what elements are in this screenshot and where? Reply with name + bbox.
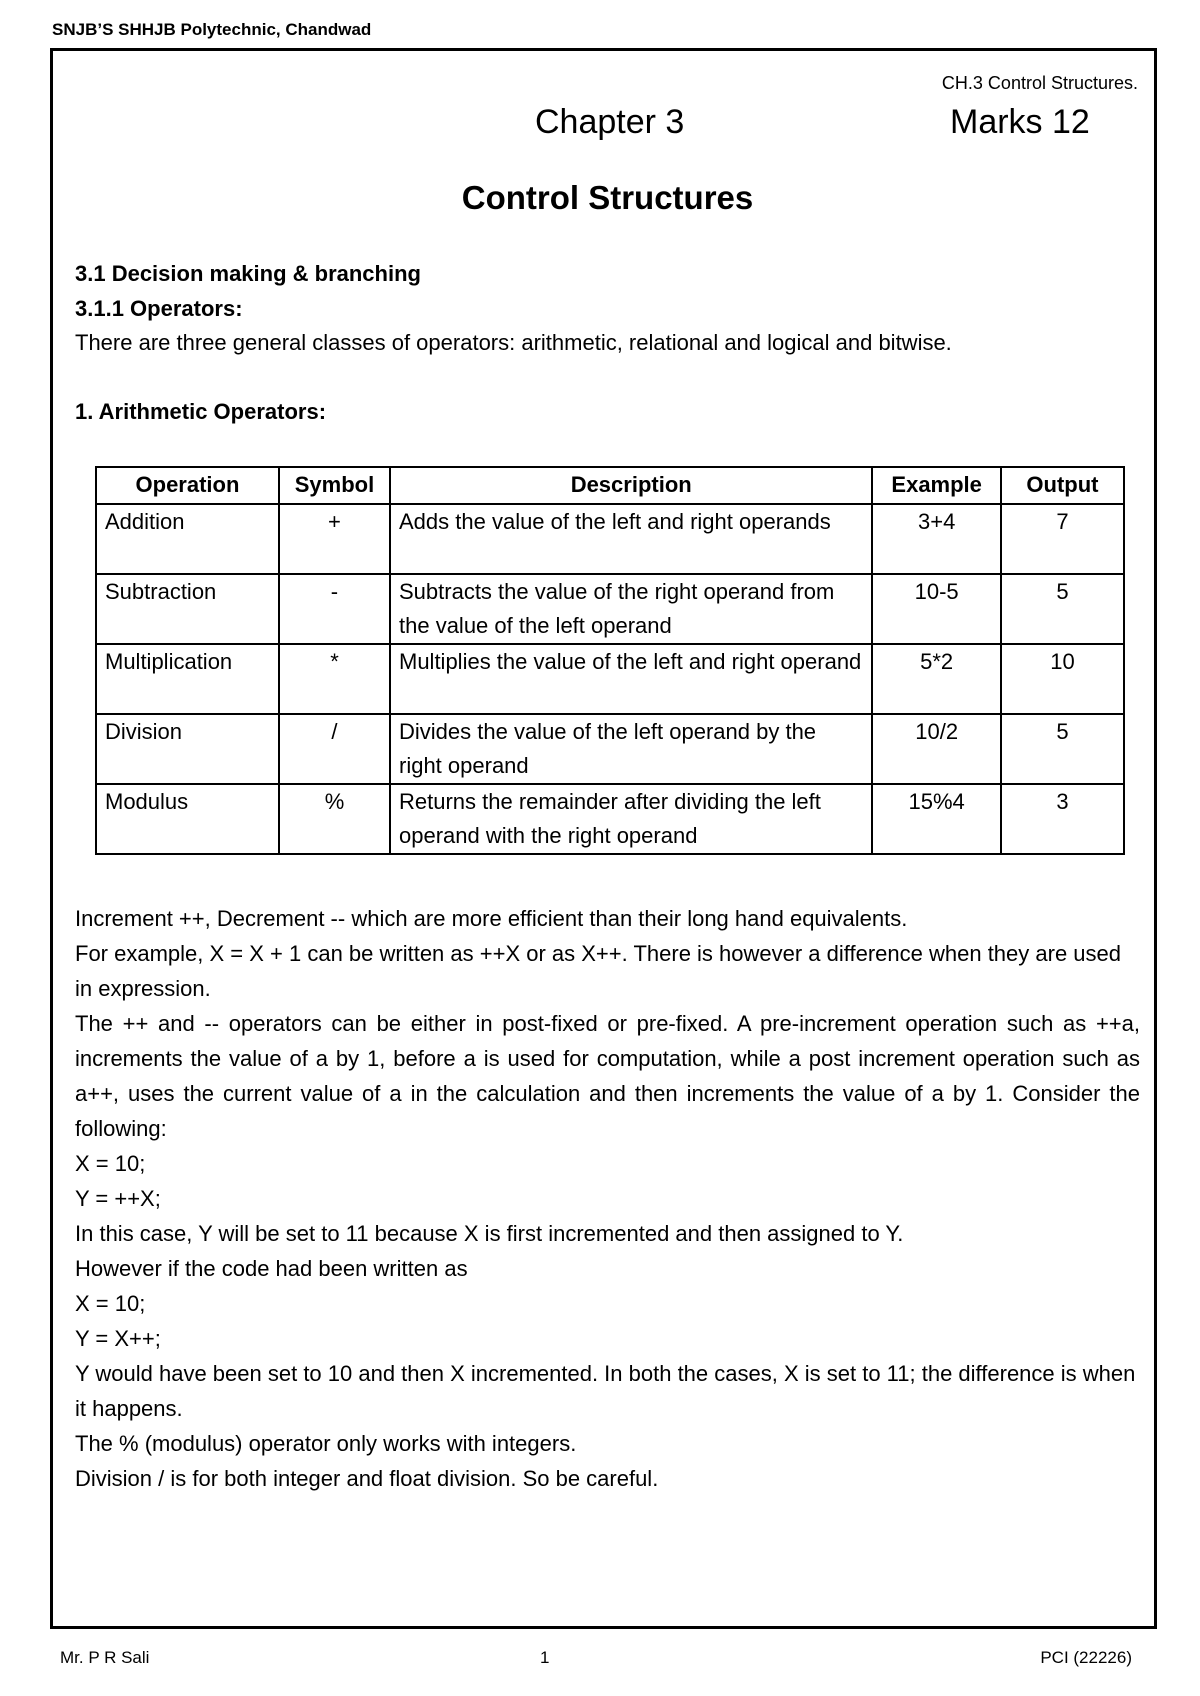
cell-output: 7 [1001, 504, 1124, 574]
column-header-description: Description [390, 467, 872, 504]
cell-operation: Division [96, 714, 279, 784]
table-header-row [96, 467, 1124, 504]
cell-symbol: % [279, 784, 390, 854]
column-header-output: Output [1001, 467, 1124, 504]
paragraph: The ++ and -- operators can be either in post-fixed or pre-fixed. A pre-increment operation such as ++a, increments the value of a by 1, before a is used for computation, while a post increment operation such as a++, uses the current value of a in the calculation and then increments the value of a by 1. Consider the following: [75, 1011, 1140, 1141]
paragraph: The % (modulus) operator only works with integers. [75, 1431, 577, 1456]
chapter-marks: Marks 12 [950, 103, 1090, 141]
column-header-symbol: Symbol [279, 467, 390, 504]
arithmetic-heading: 1. Arithmetic Operators: [75, 399, 327, 424]
chapter-line [75, 103, 1140, 149]
spacer [75, 361, 1140, 396]
paragraph: However if the code had been written as [75, 1256, 468, 1281]
running-title: CH.3 Control Structures. [941, 73, 1138, 93]
paragraph: In this case, Y will be set to 11 because X is first incremented and then assigned to Y. [75, 1221, 904, 1246]
chapter-number: Chapter 3 [535, 103, 685, 141]
footer-course-code: PCI (22226) [1040, 1648, 1132, 1667]
cell-description: Divides the value of the left operand by the right operand [390, 714, 872, 784]
cell-description: Returns the remainder after dividing the left operand with the right operand [390, 784, 872, 854]
cell-output: 3 [1001, 784, 1124, 854]
paragraph: For example, X = X + 1 can be written as ++X or as X++. There is however a difference when they are used in expression. [75, 941, 1121, 1001]
cell-example: 10/2 [872, 714, 1001, 784]
increment-explanation [75, 901, 1140, 1496]
cell-description: Adds the value of the left and right operands [390, 504, 872, 574]
cell-output: 5 [1001, 714, 1124, 784]
section-heading: 3.1 Decision making & branching [75, 261, 421, 286]
table-row [96, 504, 1124, 574]
arithmetic-operators-table [95, 466, 1125, 855]
table-row [96, 714, 1124, 784]
code-line: Y = X++; [75, 1326, 161, 1351]
table-row [96, 784, 1124, 854]
cell-symbol: * [279, 644, 390, 714]
cell-example: 10-5 [872, 574, 1001, 644]
cell-operation: Addition [96, 504, 279, 574]
code-line: X = 10; [75, 1291, 146, 1316]
page-footer [60, 1648, 1140, 1672]
cell-symbol: / [279, 714, 390, 784]
cell-symbol: - [279, 574, 390, 644]
page-title: Control Structures [461, 179, 754, 216]
page-frame [50, 48, 1157, 1629]
page-content [75, 51, 1140, 1626]
institution-header: SNJB’S SHHJB Polytechnic, Chandwad [52, 20, 372, 39]
cell-output: 10 [1001, 644, 1124, 714]
cell-operation: Subtraction [96, 574, 279, 644]
table-row [96, 574, 1124, 644]
paragraph: Division / is for both integer and float division. So be careful. [75, 1466, 659, 1491]
code-line: X = 10; [75, 1151, 146, 1176]
subsection-heading: 3.1.1 Operators: [75, 295, 243, 321]
paragraph: Y would have been set to 10 and then X incremented. In both the cases, X is set to 11; the difference is when it happens. [75, 1361, 1136, 1421]
footer-page-number: 1 [540, 1648, 550, 1667]
column-header-operation: Operation [96, 467, 279, 504]
table-row [96, 644, 1124, 714]
column-header-example: Example [872, 467, 1001, 504]
intro-paragraph: There are three general classes of operators: arithmetic, relational and logical and bitwise. [75, 330, 952, 355]
cell-description: Subtracts the value of the right operand from the value of the left operand [390, 574, 872, 644]
cell-operation: Multiplication [96, 644, 279, 714]
cell-example: 5*2 [872, 644, 1001, 714]
cell-example: 3+4 [872, 504, 1001, 574]
cell-description: Multiplies the value of the left and right operand [390, 644, 872, 714]
cell-example: 15%4 [872, 784, 1001, 854]
cell-symbol: + [279, 504, 390, 574]
cell-operation: Modulus [96, 784, 279, 854]
footer-author: Mr. P R Sali [60, 1648, 150, 1667]
section-intro [75, 257, 1140, 430]
cell-output: 5 [1001, 574, 1124, 644]
code-line: Y = ++X; [75, 1186, 161, 1211]
paragraph: Increment ++, Decrement -- which are more efficient than their long hand equivalents. [75, 906, 908, 931]
